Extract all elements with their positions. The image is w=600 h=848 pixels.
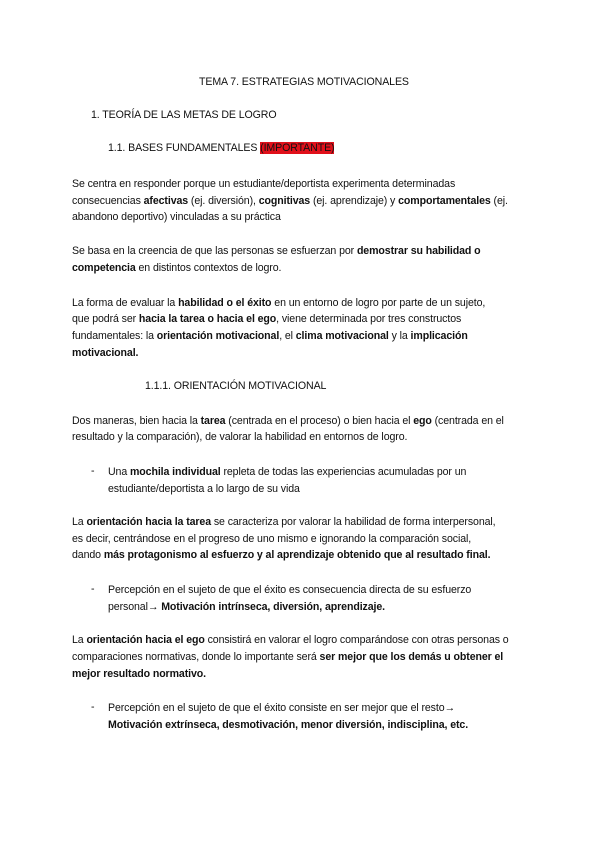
section-heading-1: 1. TEORÍA DE LAS METAS DE LOGRO — [91, 109, 277, 121]
section-heading-1-1 — [108, 141, 334, 155]
paragraph-1-line-1: Se centra en responder porque un estudiante/deportista experimenta determinadas — [72, 178, 456, 190]
paragraph-5-line-3: dando más protagonismo al esfuerzo y al aprendizaje obtenido que al resultado final. — [72, 549, 491, 561]
bullet-3-line-2: Motivación extrínseca, desmotivación, menor diversión, indisciplina, etc. — [108, 719, 469, 731]
paragraph-2-line-1: Se basa en la creencia de que las personas se esfuerzan por demostrar su habilidad o — [72, 245, 481, 257]
paragraph-5-line-1: La orientación hacia la tarea se caracteriza por valorar la habilidad de forma interpersonal, — [72, 516, 496, 528]
importante-highlight: (IMPORTANTE) — [260, 142, 335, 154]
paragraph-3-line-1: La forma de evaluar la habilidad o el éxito en un entorno de logro por parte de un sujeto, — [72, 297, 486, 309]
paragraph-6-line-1: La orientación hacia el ego consistirá en valorar el logro comparándose con otras personas o — [72, 634, 509, 646]
bullet-2-line-2: personal→ Motivación intrínseca, diversión, aprendizaje. — [108, 601, 386, 613]
paragraph-6-line-2: comparaciones normativas, donde lo importante será ser mejor que los demás u obtener el — [72, 651, 504, 663]
bullet-2-line-1: Percepción en el sujeto de que el éxito es consecuencia directa de su esfuerzo — [108, 584, 472, 596]
paragraph-1-line-3: abandono deportivo) vinculadas a su práctica — [72, 211, 281, 223]
paragraph-3-line-4: motivacional. — [72, 347, 139, 359]
section-heading-1-1-label: 1.1. BASES FUNDAMENTALES — [108, 142, 261, 154]
paragraph-4-line-2: resultado y la comparación), de valorar la habilidad en entornos de logro. — [72, 431, 408, 443]
bullet-dash: - — [91, 583, 95, 595]
paragraph-1-line-2: consecuencias afectivas (ej. diversión), cognitivas (ej. aprendizaje) y comportamentales (ej. — [72, 195, 508, 207]
bullet-1-line-1: Una mochila individual repleta de todas las experiencias acumuladas por un — [108, 466, 467, 478]
paragraph-3-line-3: fundamentales: la orientación motivacional, el clima motivacional y la implicación — [72, 330, 468, 342]
paragraph-2-line-2: competencia en distintos contextos de logro. — [72, 262, 282, 274]
paragraph-5-line-2: es decir, centrándose en el progreso de uno mismo e ignorando la comparación social, — [72, 533, 472, 545]
bullet-dash: - — [91, 465, 95, 477]
section-heading-1-1-1: 1.1.1. ORIENTACIÓN MOTIVACIONAL — [145, 380, 327, 392]
bullet-1-line-2: estudiante/deportista a lo largo de su vida — [108, 483, 300, 495]
paragraph-3-line-2: que podrá ser hacia la tarea o hacia el ego, viene determinada por tres constructos — [72, 313, 462, 325]
bullet-dash: - — [91, 701, 95, 713]
paragraph-6-line-3: mejor resultado normativo. — [72, 668, 206, 680]
page-title: TEMA 7. ESTRATEGIAS MOTIVACIONALES — [199, 76, 409, 88]
paragraph-4-line-1: Dos maneras, bien hacia la tarea (centrada en el proceso) o bien hacia el ego (centrada en el — [72, 415, 504, 427]
bullet-3-line-1: Percepción en el sujeto de que el éxito consiste en ser mejor que el resto→ — [108, 702, 456, 714]
